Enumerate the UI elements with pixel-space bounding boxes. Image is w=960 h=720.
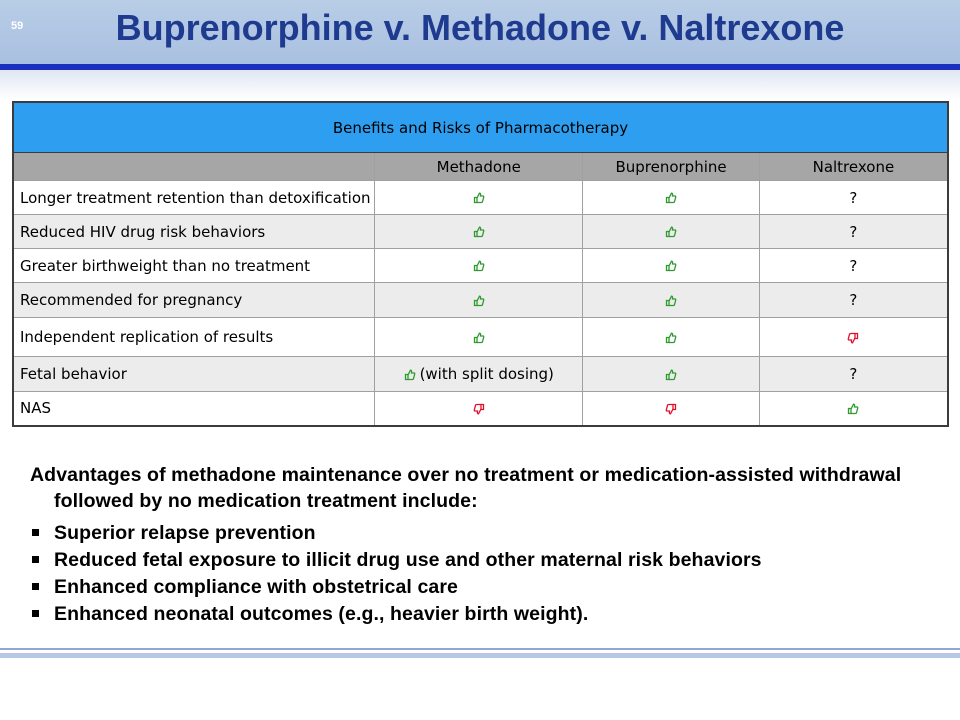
thumbs-up-icon <box>847 403 859 415</box>
row-value-cell <box>583 318 760 357</box>
table-row <box>13 249 948 283</box>
row-value-cell <box>759 392 948 426</box>
column-header-buprenorphine: Buprenorphine <box>583 153 760 181</box>
thumbs-down-icon <box>665 403 677 415</box>
unknown-mark: ? <box>849 256 858 275</box>
row-label: Independent replication of results <box>13 318 375 357</box>
bullet-square-icon <box>32 529 39 536</box>
thumbs-up-icon <box>665 260 677 272</box>
thumbs-up-icon <box>473 192 485 204</box>
table-caption: Benefits and Risks of Pharmacotherapy <box>13 102 948 153</box>
table-row <box>13 215 948 249</box>
fade-band <box>0 70 960 100</box>
row-label: Greater birthweight than no treatment <box>13 249 375 283</box>
thumbs-down-icon <box>847 332 859 344</box>
thumbs-up-icon <box>665 295 677 307</box>
row-value-cell <box>583 283 760 318</box>
row-label: Recommended for pregnancy <box>13 283 375 318</box>
row-label: Fetal behavior <box>13 357 375 392</box>
footer-band <box>0 653 960 658</box>
thumbs-up-icon <box>665 226 677 238</box>
row-value-cell <box>759 283 948 318</box>
bullet-square-icon <box>32 556 39 563</box>
row-label: Reduced HIV drug risk behaviors <box>13 215 375 249</box>
row-value-cell <box>375 249 583 283</box>
bullet-text: Enhanced compliance with obstetrical care <box>54 576 458 598</box>
row-value-cell <box>375 392 583 426</box>
row-value-cell <box>583 215 760 249</box>
bullet-text: Enhanced neonatal outcomes (e.g., heavier birth weight). <box>54 603 589 625</box>
thumbs-up-icon <box>473 226 485 238</box>
slide-number: 59 <box>11 20 24 32</box>
table-row <box>13 283 948 318</box>
slide-title: Buprenorphine v. Methadone v. Naltrexone <box>115 7 845 48</box>
unknown-mark: ? <box>849 291 858 309</box>
footer-line <box>0 648 960 650</box>
thumbs-up-icon <box>473 260 485 272</box>
row-value-cell <box>759 249 948 283</box>
thumbs-up-icon <box>665 369 677 381</box>
thumbs-up-icon <box>473 295 485 307</box>
bullet-square-icon <box>32 610 39 617</box>
thumbs-up-icon <box>665 332 677 344</box>
row-value-cell <box>759 181 948 215</box>
bullet-square-icon <box>32 583 39 590</box>
row-label: NAS <box>13 392 375 426</box>
bullet-item <box>30 520 930 547</box>
row-value-cell <box>583 392 760 426</box>
thumbs-up-icon <box>404 369 416 381</box>
thumbs-up-icon <box>665 192 677 204</box>
bullet-text: Superior relapse prevention <box>54 522 316 544</box>
row-value-cell <box>583 249 760 283</box>
table-row <box>13 318 948 357</box>
pharmacotherapy-table <box>12 101 949 427</box>
row-value-cell <box>759 357 948 392</box>
bullet-item <box>30 574 930 601</box>
body-text <box>30 462 930 628</box>
header-blank-cell <box>13 153 375 181</box>
thumbs-up-icon <box>473 332 485 344</box>
row-value-cell <box>759 318 948 357</box>
thumbs-down-icon <box>473 403 485 415</box>
row-value-cell <box>375 215 583 249</box>
row-value-cell <box>759 215 948 249</box>
row-value-cell <box>583 357 760 392</box>
row-value-cell <box>375 357 583 392</box>
table-header-row <box>13 153 948 181</box>
row-value-cell <box>583 181 760 215</box>
table-row <box>13 392 948 426</box>
column-header-methadone: Methadone <box>375 153 583 181</box>
bullet-list <box>30 520 930 628</box>
unknown-mark: ? <box>849 188 858 207</box>
unknown-mark: ? <box>849 222 858 241</box>
intro-paragraph: Advantages of methadone maintenance over no treatment or medication-assisted withdrawal followed by no medication treatment include: <box>30 464 902 512</box>
row-label: Longer treatment retention than detoxification <box>13 181 375 215</box>
table-row <box>13 357 948 392</box>
column-header-naltrexone: Naltrexone <box>759 153 948 181</box>
table-row <box>13 181 948 215</box>
unknown-mark: ? <box>849 365 858 383</box>
bullet-item <box>30 547 930 574</box>
bullet-text: Reduced fetal exposure to illicit drug use and other maternal risk behaviors <box>54 549 762 571</box>
row-note: (with split dosing) <box>419 365 554 383</box>
row-value-cell <box>375 283 583 318</box>
row-value-cell <box>375 318 583 357</box>
row-value-cell <box>375 181 583 215</box>
bullet-item <box>30 601 930 628</box>
